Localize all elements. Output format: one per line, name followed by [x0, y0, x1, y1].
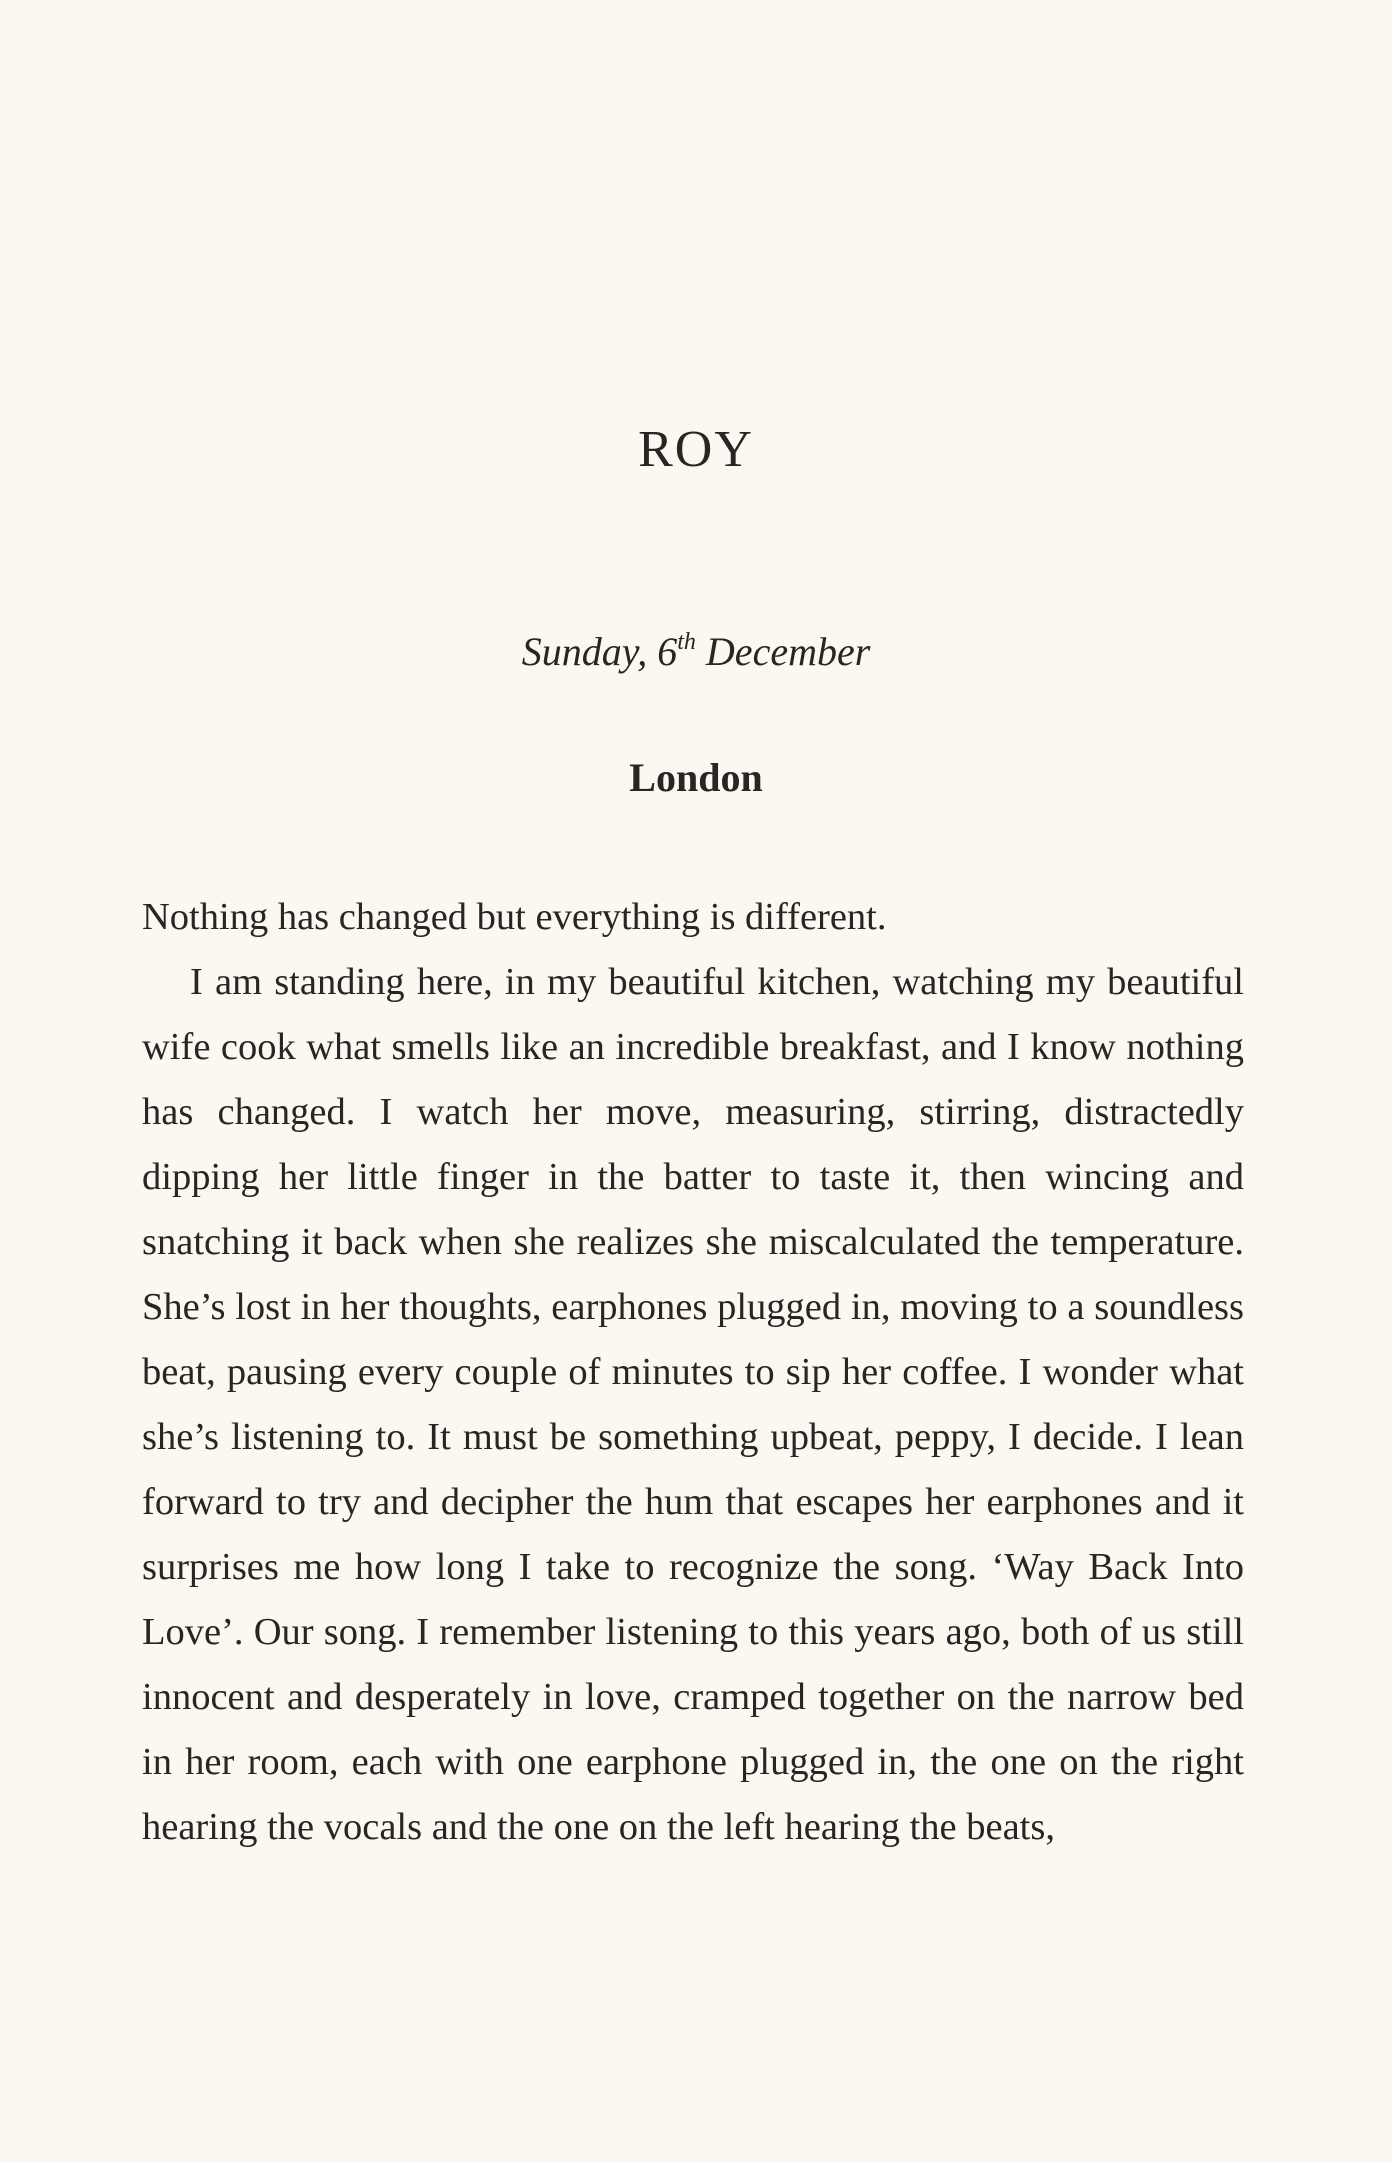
chapter-date [0, 628, 1392, 675]
chapter-title: ROY [638, 421, 754, 478]
date-prefix: Sunday, 6 [521, 629, 678, 674]
date-superscript: th [677, 629, 696, 655]
paragraph-1: Nothing has changed but everything is different. [142, 896, 887, 938]
chapter-place: London [629, 755, 763, 800]
paragraph-2: I am standing here, in my beautiful kitchen, watching my beautiful wife cook what smells like an incredible breakfast, and I know nothing has changed. I watch her move, measuring, stirring, distractedly dipping her little finger in the batter to taste it, then wincing and snatching it back when she realizes she miscalculated the temperature. She’s lost in her thoughts, earphones plugged in, moving to a soundless beat, pausing every couple of minutes to sip her coffee. I wonder what she’s listening to. It must be something upbeat, peppy, I decide. I lean forward to try and decipher the hum that escapes her earphones and it surprises me how long I take to recognize the song. ‘Way Back Into Love’. Our song. I remember listening to this years ago, both of us still innocent and desperately in love, cramped together on the narrow bed in her room, each with one earphone plugged in, the one on the right hearing the vocals and the one on the left hearing the beats, [142, 961, 1244, 1848]
date-suffix: December [695, 629, 871, 674]
body-text [142, 885, 1244, 1860]
